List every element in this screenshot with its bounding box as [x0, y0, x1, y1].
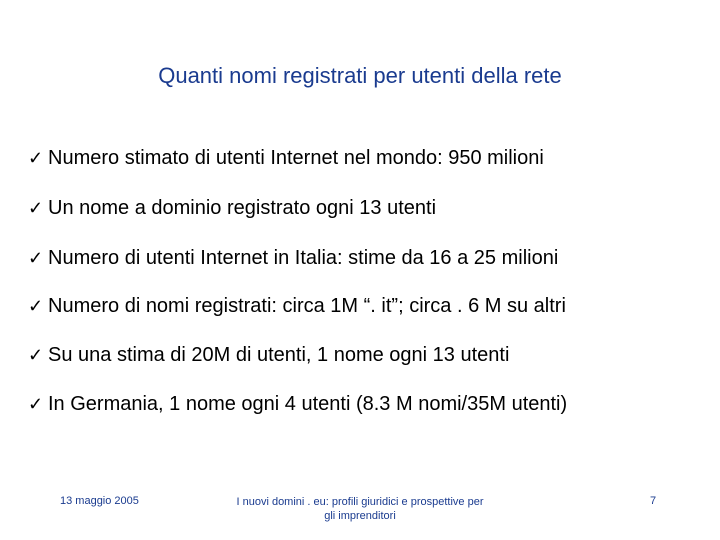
footer-title-line: gli imprenditori	[324, 510, 396, 522]
bullet-item	[28, 337, 509, 373]
bullet-text: Su una stima di 20M di utenti, 1 nome ogni 13 utenti	[48, 344, 510, 366]
bullet-item	[28, 288, 566, 324]
bullet-item	[28, 190, 436, 226]
bullet-item	[28, 240, 558, 276]
check-icon: ✓	[28, 345, 44, 365]
bullet-text: Un nome a dominio registrato ogni 13 utenti	[48, 197, 437, 219]
bullet-item	[28, 140, 544, 176]
bullet-text: Numero di utenti Internet in Italia: stime da 16 a 25 milioni	[48, 247, 559, 269]
check-icon: ✓	[28, 248, 44, 268]
check-icon: ✓	[28, 296, 44, 316]
footer-date: 13 maggio 2005	[60, 495, 139, 507]
bullet-text: Numero di nomi registrati: circa 1M “. it”; circa . 6 M su altri	[48, 295, 566, 317]
check-icon: ✓	[28, 394, 44, 414]
footer-title	[200, 495, 520, 523]
check-icon: ✓	[28, 148, 44, 168]
bullet-text: Numero stimato di utenti Internet nel mondo: 950 milioni	[48, 147, 544, 169]
slide-title: Quanti nomi registrati per utenti della rete	[158, 63, 562, 88]
bullet-item	[28, 386, 567, 422]
check-icon: ✓	[28, 198, 44, 218]
page-number: 7	[650, 495, 657, 507]
footer-title-line: I nuovi domini . eu: profili giuridici e prospettive per	[236, 496, 484, 508]
bullet-text: In Germania, 1 nome ogni 4 utenti (8.3 M nomi/35M utenti)	[48, 393, 568, 415]
